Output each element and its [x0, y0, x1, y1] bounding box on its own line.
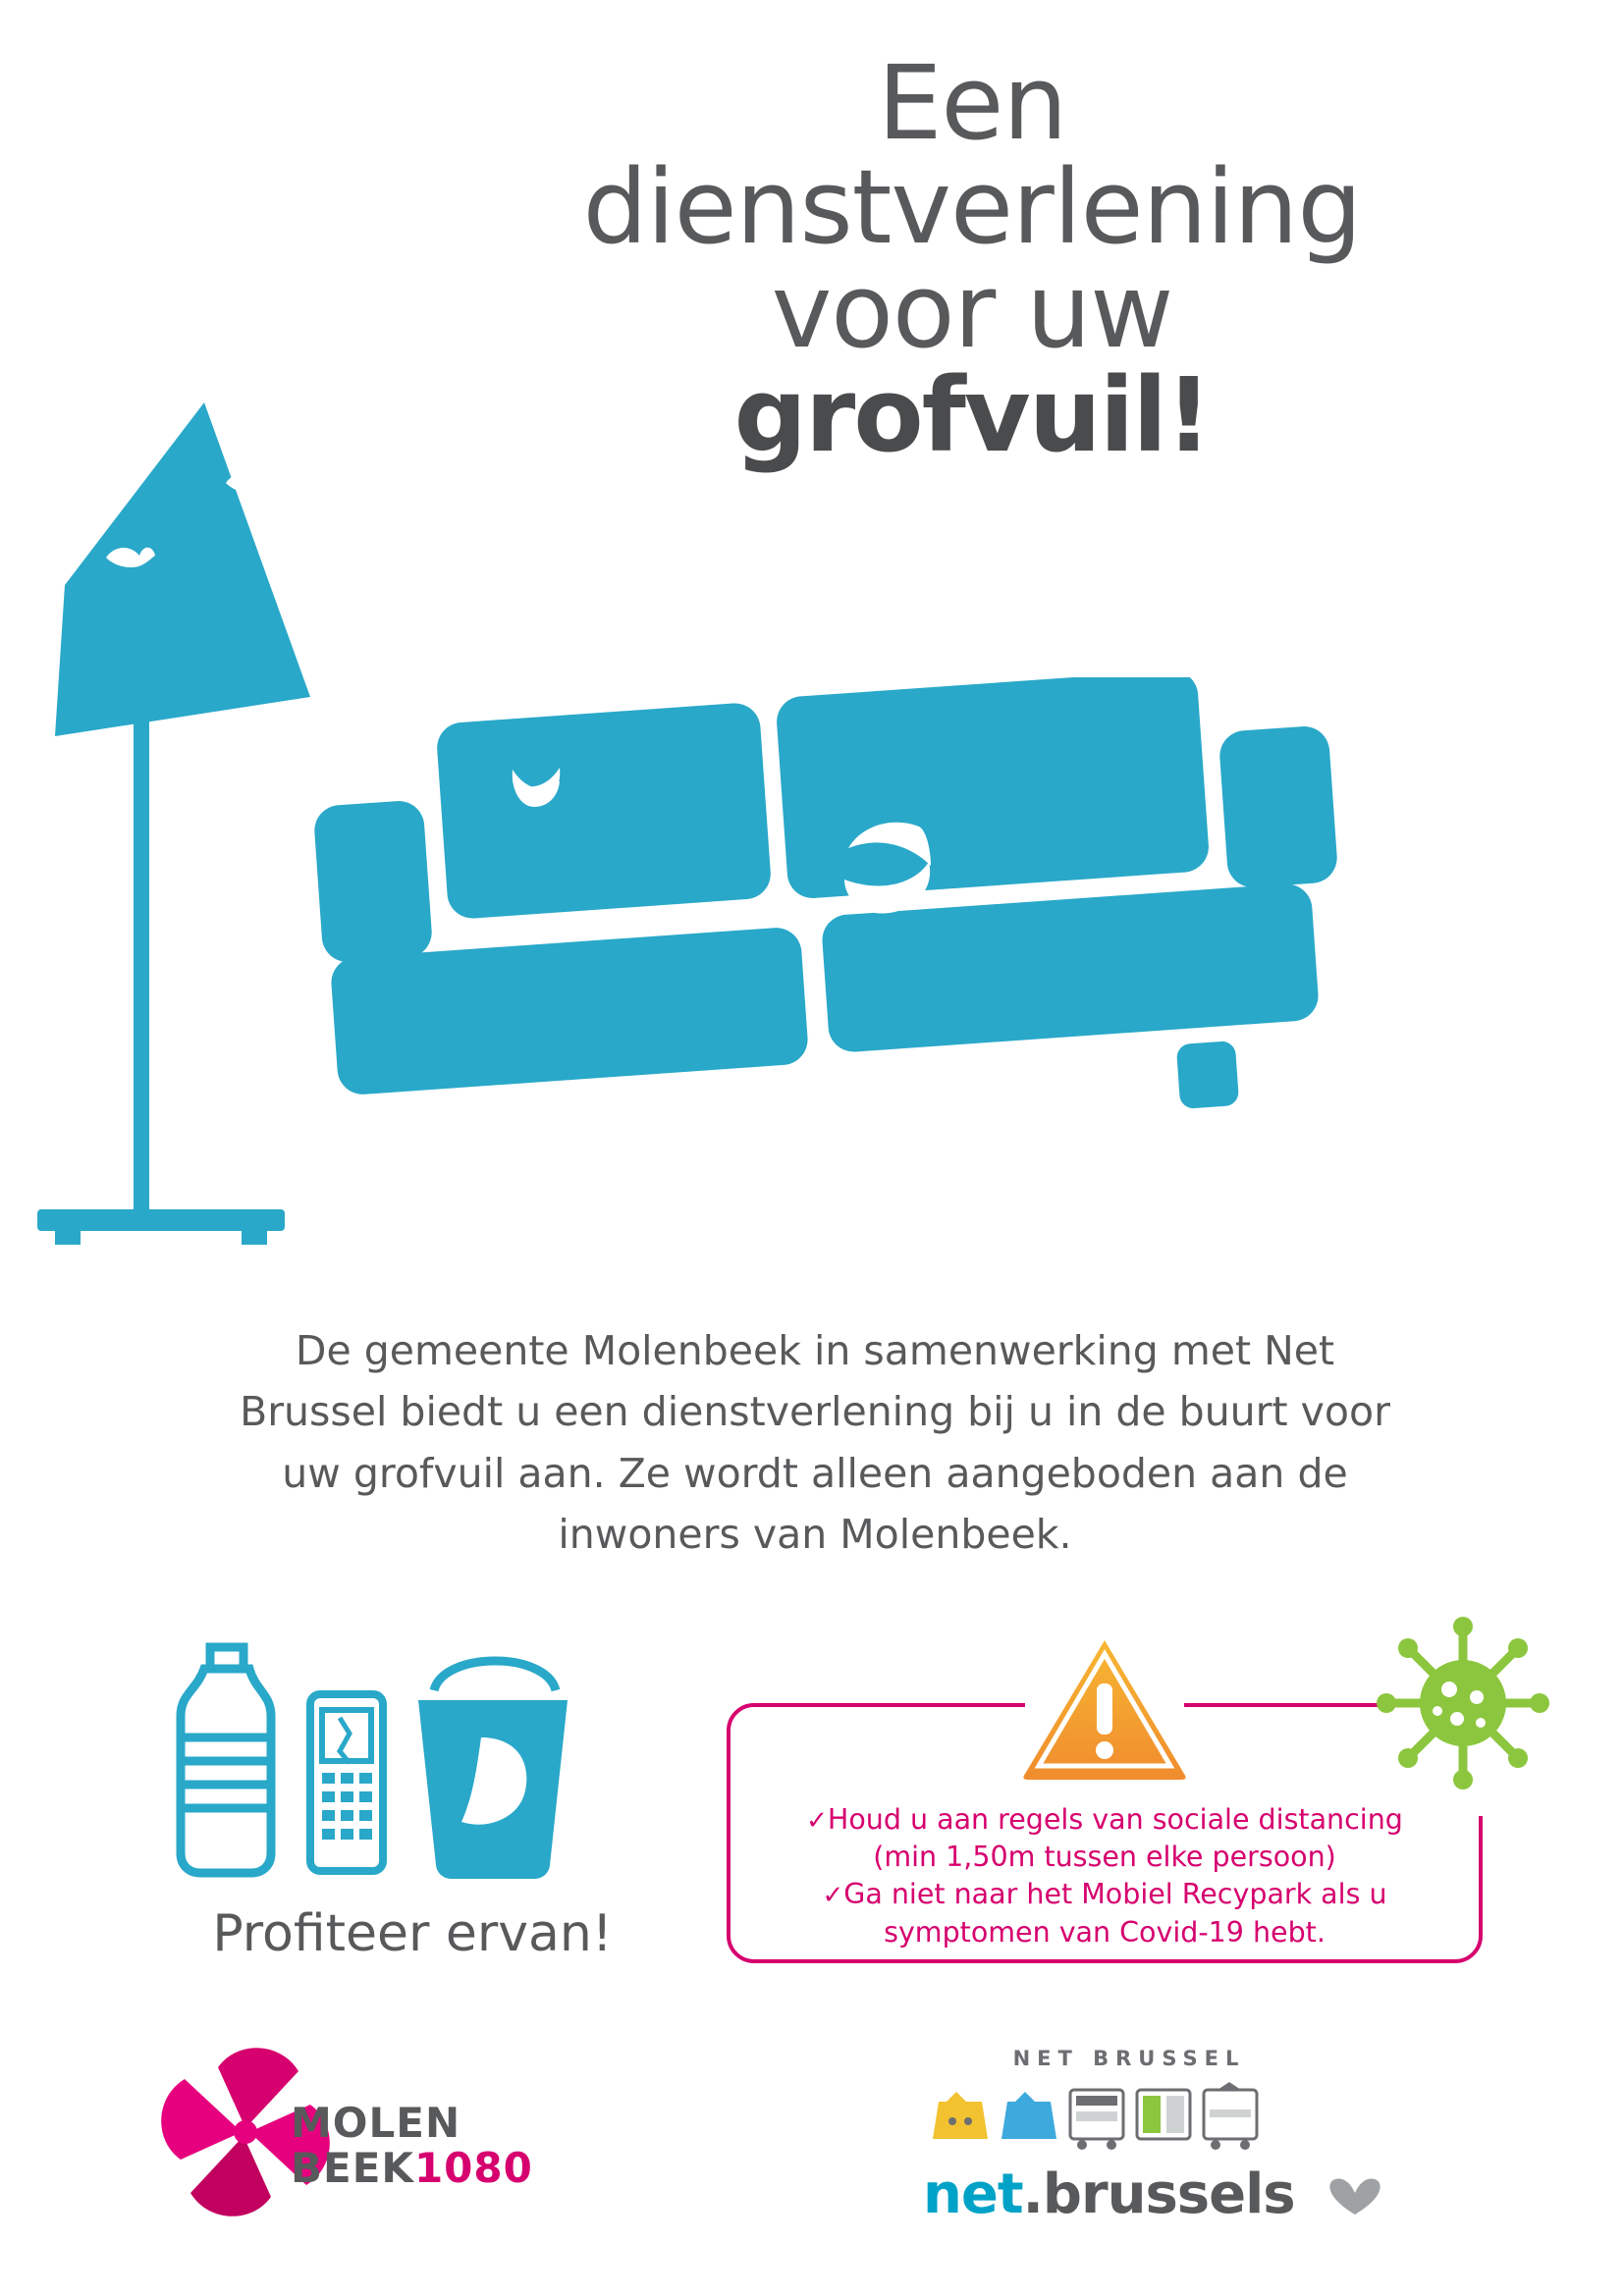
molenbeek-postcode: 1080: [413, 2144, 533, 2193]
headline-line-4: grofvuil!: [733, 355, 1211, 476]
sofa-icon: [295, 677, 1571, 1286]
check-icon-2: ✓: [822, 1881, 844, 1911]
covid-item-1-text: Houd u aan regels van sociale distancing: [827, 1803, 1403, 1836]
molenbeek-wordmark: [291, 2101, 533, 2191]
covid-item-2-line-2: symptomen van Covid-19 hebt.: [884, 1915, 1326, 1949]
bottle-icon: [181, 1647, 271, 1873]
call-to-action-text: Profiteer ervan!: [212, 1904, 613, 1963]
covid-notice-text: [738, 1801, 1471, 1951]
glass-container-icon: [1137, 2090, 1190, 2139]
mobile-phone-icon: [310, 1694, 383, 1871]
body-paragraph: De gemeente Molenbeek in samenwerking met Net Brussel biedt u een dienstverlening bij u in de buurt voor uw grofvuil aan. Ze wordt alleen aangeboden aan de inwoners van Molenbeek.: [240, 1327, 1390, 1558]
headline-line-1: Een: [877, 43, 1067, 163]
molenbeek-line-2: [291, 2146, 533, 2191]
molenbeek-beek-text: BEEK: [291, 2144, 414, 2193]
dot-brussels-word: .brussels: [1022, 2163, 1295, 2226]
net-brussels-wordmark: [923, 2163, 1492, 2226]
bucket-icon: [418, 1661, 568, 1879]
yellow-bag-icon: [933, 2092, 988, 2139]
blue-bag-icon: [1001, 2092, 1056, 2139]
net-brussel-pictograms: [923, 2076, 1335, 2155]
covid-item-2-line-1: [738, 1876, 1471, 1913]
net-word: net: [923, 2163, 1023, 2226]
net-brussels-heart-icon: [1313, 2173, 1397, 2218]
grey-container-icon: [1204, 2082, 1257, 2150]
page-title: [412, 43, 1532, 476]
net-brussel-title: NET BRUSSEL: [1012, 2047, 1246, 2070]
bulky-waste-items-icons: [167, 1629, 589, 1885]
covid-item-2-text: Ga niet naar het Mobiel Recypark als u: [843, 1878, 1387, 1911]
container-icon: [1070, 2090, 1123, 2150]
virus-icon: [1375, 1615, 1551, 1791]
net-brussels-logo: [923, 2047, 1532, 2243]
covid-item-1-line-2: (min 1,50m tussen elke persoon): [873, 1841, 1336, 1874]
warning-triangle-icon: [1021, 1634, 1188, 1782]
headline-line-2: dienstverlening: [582, 147, 1362, 268]
covid-item-1-line-1: [738, 1801, 1471, 1839]
molenbeek-line-1: MOLEN: [291, 2099, 461, 2147]
check-icon: ✓: [806, 1806, 828, 1836]
floor-lamp-icon: [20, 393, 334, 1276]
headline-line-3: voor uw: [771, 251, 1173, 372]
